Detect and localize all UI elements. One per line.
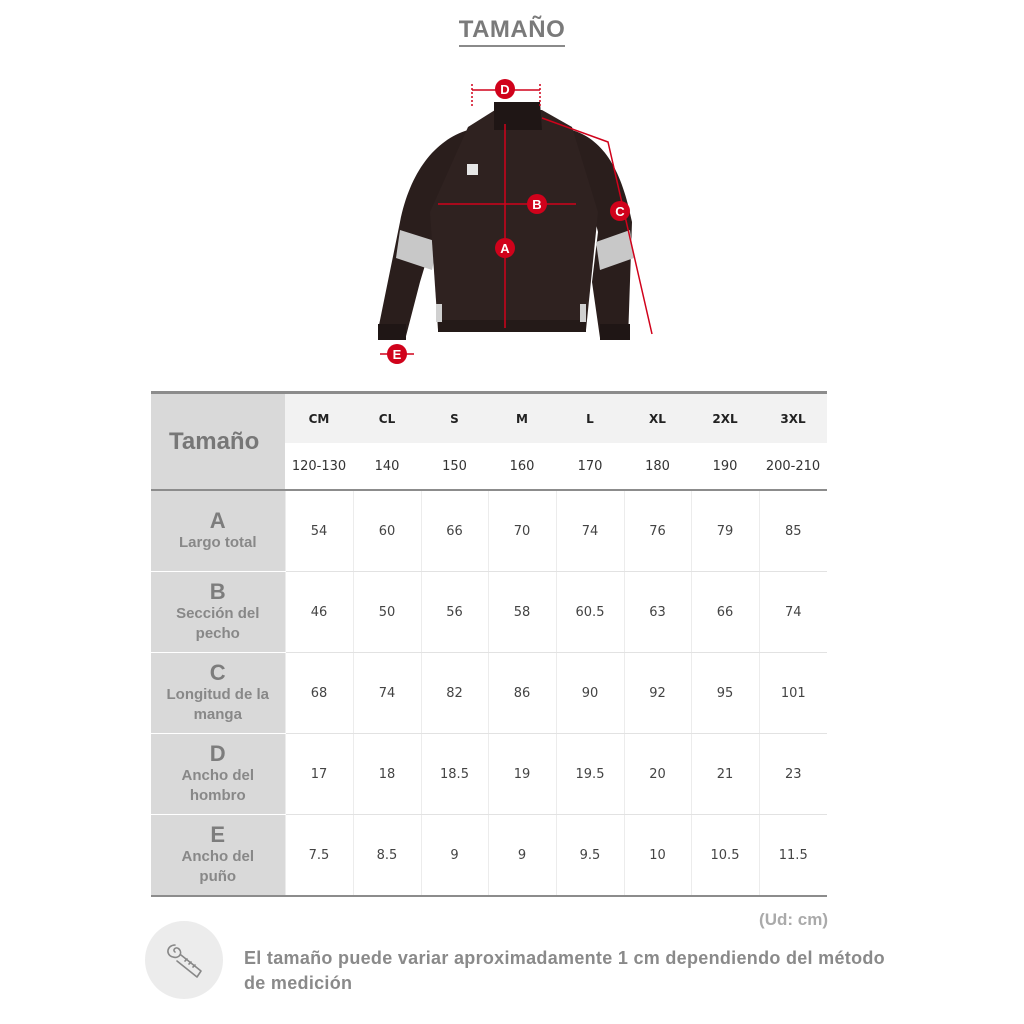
measurement-note: El tamaño puede variar aproximadamente 1 cm dependiendo del método de medición: [244, 948, 885, 993]
value-cell: 46: [285, 572, 353, 653]
range-cell: 170: [556, 443, 624, 490]
range-cell: 120-130: [285, 443, 353, 490]
measurement-label-c: [610, 201, 630, 221]
value-cell: 50: [353, 572, 421, 653]
value-cell: 90: [556, 653, 624, 734]
row-letter: A: [209, 508, 226, 533]
svg-text:B: B: [532, 197, 542, 212]
value-cell: 9: [421, 815, 488, 897]
value-cell: 21: [691, 734, 759, 815]
value-cell: 20: [624, 734, 691, 815]
svg-text:A: A: [500, 241, 510, 256]
range-cell: 180: [624, 443, 691, 490]
value-cell: 17: [285, 734, 353, 815]
value-cell: 66: [421, 490, 488, 572]
value-cell: 18: [353, 734, 421, 815]
range-cell: 160: [488, 443, 556, 490]
value-cell: 18.5: [421, 734, 488, 815]
jacket-measurement-diagram: [360, 72, 680, 372]
value-cell: 74: [353, 653, 421, 734]
value-cell: 74: [759, 572, 827, 653]
row-name: Longitud de la manga: [166, 686, 269, 723]
value-cell: 70: [488, 490, 556, 572]
value-cell: 58: [488, 572, 556, 653]
size-cm: CM: [285, 393, 353, 444]
table-row: [151, 572, 827, 653]
row-letter: B: [209, 579, 226, 604]
size-s: S: [421, 393, 488, 444]
size-2xl: 2XL: [691, 393, 759, 444]
value-cell: 19.5: [556, 734, 624, 815]
size-m: M: [488, 393, 556, 444]
value-cell: 9: [488, 815, 556, 897]
value-cell: 68: [285, 653, 353, 734]
value-cell: 66: [691, 572, 759, 653]
value-cell: 74: [556, 490, 624, 572]
value-cell: 101: [759, 653, 827, 734]
table-row: [151, 653, 827, 734]
row-label-b: [151, 572, 285, 653]
unit-label: (Ud: cm): [759, 910, 828, 929]
range-cell: 150: [421, 443, 488, 490]
size-table: [151, 391, 827, 897]
value-cell: 92: [624, 653, 691, 734]
value-cell: 60: [353, 490, 421, 572]
value-cell: 19: [488, 734, 556, 815]
row-name: Ancho del puño: [181, 848, 254, 885]
table-row: [151, 734, 827, 815]
row-name: Sección del pecho: [176, 605, 260, 642]
value-cell: 95: [691, 653, 759, 734]
value-cell: 79: [691, 490, 759, 572]
table-row: [151, 815, 827, 897]
row-label-d: [151, 734, 285, 815]
value-cell: 76: [624, 490, 691, 572]
row-letter: D: [209, 741, 226, 766]
value-cell: 60.5: [556, 572, 624, 653]
table-row: [151, 490, 827, 572]
value-cell: 86: [488, 653, 556, 734]
range-cell: 200-210: [759, 443, 827, 490]
measurement-label-b: [527, 194, 547, 214]
row-letter: C: [209, 660, 226, 685]
size-cl: CL: [353, 393, 421, 444]
value-cell: 56: [421, 572, 488, 653]
row-label-a: [151, 490, 285, 572]
size-3xl: 3XL: [759, 393, 827, 444]
value-cell: 10: [624, 815, 691, 897]
value-cell: 82: [421, 653, 488, 734]
svg-text:E: E: [392, 347, 402, 362]
row-label-e: [151, 815, 285, 897]
value-cell: 8.5: [353, 815, 421, 897]
measurement-label-a: [495, 238, 515, 258]
row-label-c: [151, 653, 285, 734]
value-cell: 10.5: [691, 815, 759, 897]
measuring-tape-icon: [145, 921, 223, 999]
size-header-label: Tamaño: [151, 393, 285, 491]
value-cell: 11.5: [759, 815, 827, 897]
svg-text:C: C: [615, 204, 625, 219]
page-title: TAMAÑO: [0, 16, 1024, 44]
size-l: L: [556, 393, 624, 444]
value-cell: 85: [759, 490, 827, 572]
size-xl: XL: [624, 393, 691, 444]
value-cell: 7.5: [285, 815, 353, 897]
size-header-row: [151, 393, 827, 444]
svg-text:D: D: [500, 82, 510, 97]
range-cell: 140: [353, 443, 421, 490]
row-letter: E: [210, 822, 226, 847]
value-cell: 63: [624, 572, 691, 653]
row-name: Ancho del hombro: [181, 767, 254, 804]
range-cell: 190: [691, 443, 759, 490]
measurement-label-e: [387, 344, 407, 364]
measurement-label-d: [495, 79, 515, 99]
value-cell: 54: [285, 490, 353, 572]
value-cell: 9.5: [556, 815, 624, 897]
row-name: Largo total: [179, 534, 257, 551]
value-cell: 23: [759, 734, 827, 815]
